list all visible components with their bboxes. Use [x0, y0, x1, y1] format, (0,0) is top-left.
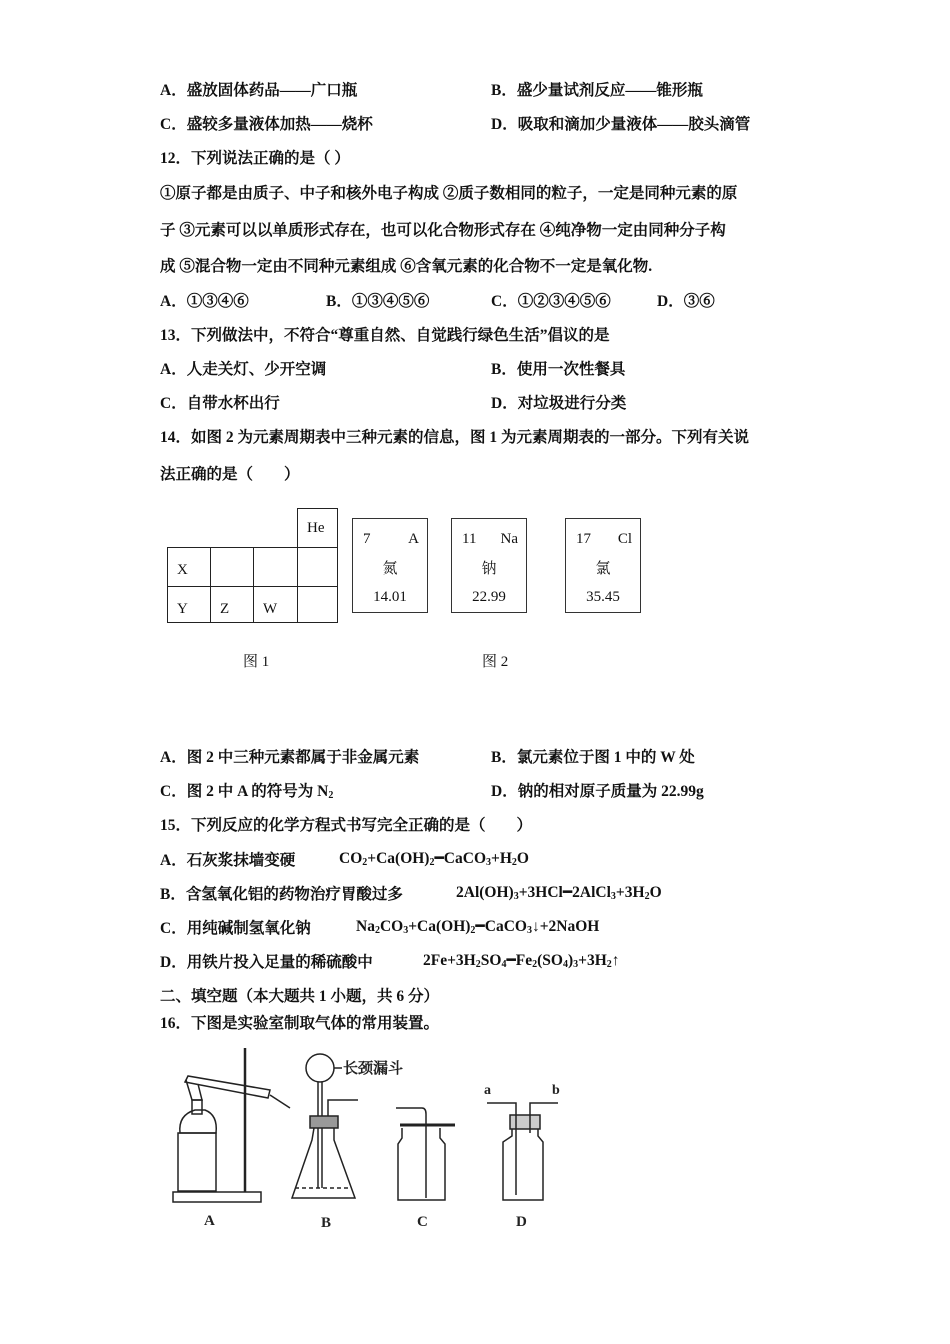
q12-option-d: D．③⑥ [657, 293, 715, 310]
label-c: C [417, 1214, 428, 1230]
q12-option-a: A．①③④⑥ [160, 293, 249, 310]
q15-option-b-text: B．含氢氧化铝的药物治疗胃酸过多 [160, 886, 403, 903]
q14-option-d: D．钠的相对原子质量为 22.99g [491, 783, 704, 800]
atomic-number: 17 [576, 531, 591, 547]
element-symbol: Na [500, 531, 518, 547]
cell-empty [210, 547, 254, 587]
cell-empty [253, 547, 298, 587]
apparatus-c [396, 1108, 455, 1200]
element-card [565, 518, 641, 613]
q13-option-d: D．对垃圾进行分类 [491, 395, 627, 412]
q12-line1: ①原子都是由质子、中子和核外电子构成 ②质子数相同的粒子，一定是同种元素的原 [160, 185, 738, 202]
element-name: 氮 [382, 561, 398, 577]
funnel-label: 长颈漏斗 [343, 1059, 404, 1077]
q14-stem-2: 法正确的是（ ） [160, 466, 300, 483]
q15-option-d-equation: $2Fe+3H_2SO_4━Fe_2(SO_4)_3+3H_2↑$ [423, 952, 620, 970]
label-a: A [204, 1213, 215, 1229]
q12-option-b: B．①③④⑤⑥ [326, 293, 430, 310]
apparatus-a [173, 1048, 290, 1202]
q13-option-a: A．人走关灯、少开空调 [160, 361, 327, 378]
q15-option-c-equation: $Na_2CO_3+Ca(OH)_2━CaCO_3↓+2NaOH$ [356, 918, 600, 936]
q15-option-d-text: D．用铁片投入足量的稀硫酸中 [160, 954, 373, 971]
element-name: 钠 [481, 561, 497, 577]
q12-line2: 子 ③元素可以以单质形式存在，也可以化合物形式存在 ④纯净物一定由同种分子构 [160, 222, 726, 239]
lab-apparatus-figure [150, 1040, 600, 1240]
q13-stem: 13．下列做法中，不符合“尊重自然、自觉践行绿色生活”倡议的是 [160, 327, 610, 344]
port-a-label: a [484, 1083, 491, 1098]
element-card [451, 518, 527, 613]
element-card [352, 518, 428, 613]
cell-he: He [297, 508, 338, 548]
figure-1-caption: 图 1 [243, 654, 270, 670]
q11-option-d: D．吸取和滴加少量液体——胶头滴管 [491, 116, 751, 133]
subscript: 2 [328, 790, 334, 801]
port-b-label: b [552, 1083, 560, 1098]
label-d: D [516, 1214, 527, 1230]
atomic-mass: 22.99 [472, 589, 506, 605]
figure-2-caption: 图 2 [482, 654, 509, 670]
cell-y: Y [167, 586, 211, 623]
atomic-mass: 35.45 [586, 589, 620, 605]
q12-stem: 12．下列说法正确的是（ ） [160, 150, 350, 167]
q13-option-c: C．自带水杯出行 [160, 395, 280, 412]
q11-option-a: A．盛放固体药品——广口瓶 [160, 82, 358, 99]
atomic-mass: 14.01 [373, 589, 407, 605]
element-name: 氯 [595, 561, 611, 577]
cell-z: Z [210, 586, 254, 623]
q16-stem: 16．下图是实验室制取气体的常用装置。 [160, 1015, 440, 1032]
q12-option-c: C．①②③④⑤⑥ [491, 293, 611, 310]
q15-option-b-equation: $2Al(OH)_3+3HCl━2AlCl_3+3H_2O$ [456, 884, 662, 902]
cell-x: X [167, 547, 211, 587]
q14-option-c-text: C．图 2 中 A 的符号为 N [160, 783, 329, 800]
atomic-number: 11 [462, 531, 477, 547]
cell-w: W [253, 586, 298, 623]
q15-option-a-text: A．石灰浆抹墙变硬 [160, 852, 296, 869]
q15-stem: 15．下列反应的化学方程式书写完全正确的是（ ） [160, 817, 533, 834]
cell-empty [297, 586, 338, 623]
atomic-number: 7 [363, 531, 371, 547]
element-symbol: A [408, 531, 419, 547]
section-2-heading: 二、填空题（本大题共 1 小题，共 6 分） [160, 988, 440, 1005]
q12-line3: 成 ⑤混合物一定由不同种元素组成 ⑥含氧元素的化合物不一定是氧化物. [160, 258, 653, 275]
label-b: B [321, 1215, 332, 1231]
q11-option-b: B．盛少量试剂反应——锥形瓶 [491, 82, 703, 99]
q11-option-c: C．盛较多量液体加热——烧杯 [160, 116, 373, 133]
q13-option-b: B．使用一次性餐具 [491, 361, 626, 378]
element-symbol: Cl [617, 531, 632, 547]
q14-stem-1: 14．如图 2 为元素周期表中三种元素的信息，图 1 为元素周期表的一部分。下列有关说 [160, 429, 750, 446]
q14-option-b: B．氯元素位于图 1 中的 W 处 [491, 749, 695, 766]
q14-option-c [160, 779, 333, 801]
apparatus-d [487, 1103, 558, 1200]
q15-option-c-text: C．用纯碱制氢氧化钠 [160, 920, 311, 937]
q14-option-a: A．图 2 中三种元素都属于非金属元素 [160, 749, 420, 766]
q15-option-a-equation: $CO_2+Ca(OH)_2━CaCO_3+H_2O$ [339, 850, 529, 868]
cell-empty [297, 547, 338, 587]
